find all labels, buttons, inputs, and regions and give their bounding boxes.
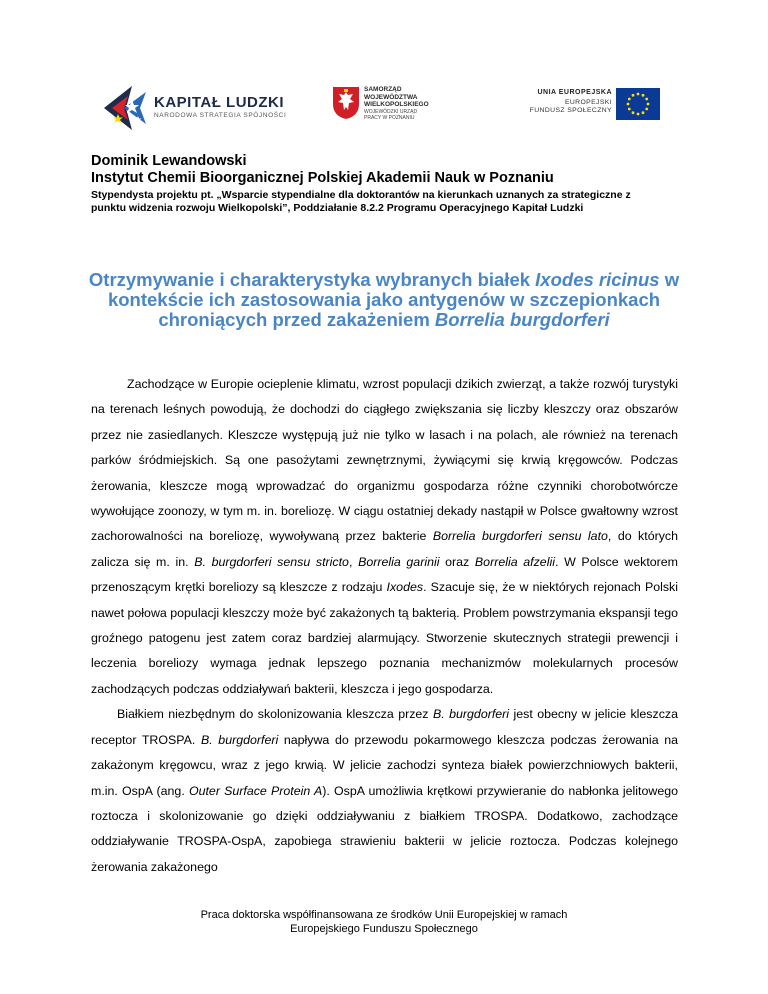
paragraph-text: . W Polsce wektorem przenoszącym krętki boreliozy są kleszcze z rodzaju [91, 554, 678, 595]
kapital-ludzki-logo [102, 78, 312, 140]
eu-fund-line1: EUROPEJSKI [564, 99, 612, 106]
paragraph-italic: Borrelia garinii [358, 554, 440, 569]
eu-title: UNIA EUROPEJSKA [537, 89, 612, 96]
paragraph-text: ). OspA umożliwia krętkowi przywieranie do nabłonka jelitowego roztocza i skolonizowanie go dzięki oddziaływaniu z białkiem TROSPA. Dodatkowo, zachodzące oddziaływanie TROSPA-OspA, zapobiega strawieniu bakterii w jelicie roztocza. Podczas kolejnego żerowania zakażonego [91, 783, 678, 874]
body-paragraph-1 [91, 372, 678, 702]
title-species-ixodes: Ixodes ricinus [535, 269, 660, 290]
page-footer [0, 908, 768, 936]
logo-band [0, 78, 768, 140]
document-title [60, 270, 708, 330]
wielkopolska-title: SAMORZĄD WOJEWÓDZTWA WIELKOPOLSKIEGO [364, 86, 429, 108]
eu-fund-name [530, 99, 612, 115]
document-body [91, 372, 678, 880]
paragraph-italic: Borrelia afzelii [474, 554, 555, 569]
kapital-ludzki-title: KAPITAŁ LUDZKI [154, 94, 285, 111]
footer-line-1: Praca doktorska współfinansowana ze środków Unii Europejskiej w ramach [200, 909, 568, 921]
paragraph-italic: Borrelia burgdorferi sensu lato [432, 529, 608, 544]
footer-line-2: Europejskiego Funduszu Społecznego [290, 923, 478, 935]
paragraph-italic: Ixodes [386, 580, 424, 595]
paragraph-text: . Szacuje się, że w niektórych rejonach Polski nawet połowa populacji kleszczy może być zakażonych tą bakterią. Problem powstrzymania ekspansji tego groźnego patogenu jest zatem coraz bardziej alarmujący. Stworzenie skutecznych strategii prewencji i leczenia boreliozy wymaga jednak lepszego poznania mechanizmów molekularnych procesów zachodzących podczas oddziaływań bakterii, kleszcza i jego gospodarza. [91, 580, 678, 696]
paragraph-italic: B. burgdorferi sensu stricto [194, 554, 349, 569]
author-name: Dominik Lewandowski [91, 153, 247, 169]
wielkopolska-logo [332, 82, 472, 134]
eu-logo [490, 86, 660, 126]
paragraph-italic: Outer Surface Protein A [188, 783, 323, 798]
kapital-ludzki-subtitle: NARODOWA STRATEGIA SPÓJNOŚCI [154, 112, 287, 119]
author-role: Stypendysta projektu pt. „Wsparcie stypendialne dla doktorantów na kierunkach uznanych za strategiczne z punktu widzenia rozwoju Wielkopolski”, Poddziałanie 8.2.2 Programu Operacyjnego Kapitał Ludzki [91, 189, 631, 214]
kapital-ludzki-emblem [102, 78, 150, 140]
eagle-shield-icon [332, 86, 360, 120]
body-paragraph-2 [91, 702, 678, 880]
author-block [91, 153, 691, 214]
author-institution: Instytut Chemii Bioorganicznej Polskiej Akademii Nauk w Poznaniu [91, 170, 554, 186]
paragraph-text: , [348, 554, 359, 569]
paragraph-text: jest obecny w jelicie kleszcza receptor TROSPA. [91, 707, 678, 747]
eu-fund-line2: FUNDUSZ SPOŁECZNY [529, 107, 612, 114]
title-species-borrelia: Borrelia burgdorferi [434, 309, 610, 330]
title-part-3: w kontekście ich zastosowania jako antygenów w szczepionkach chroniących przed zakażeniem [107, 269, 680, 330]
paragraph-text: Zachodzące w Europie ocieplenie klimatu, wzrost populacji dzikich zwierząt, a także rozwój turystyki na terenach leśnych powodują, że dochodzi do ciągłego zwiększania się liczby kleszczy oraz obszarów przez nie zasiedlanych. Kleszcze występują już nie tylko w lasach i na polach, ale również na terenach parków śródmiejskich. Są one pasożytami zewnętrznymi, żywiącymi się krwią kręgowców. Podczas żerowania, kleszcze mogą wprowadzać do organizmu gospodarza różne czynniki chorobotwórcze wywołujące zoonozy, w tym m. in. boreliozę. W ciągu ostatniej dekady nastąpił w Polsce gwałtowny wzrost zachorowalności na boreliozę, wywoływaną przez bakterie [91, 377, 678, 544]
eu-flag-icon [616, 88, 660, 120]
paragraph-text: , do których zalicza się m. in. [91, 529, 678, 569]
paragraph-italic: B. burgdorferi [432, 707, 510, 722]
paragraph-text: oraz [439, 554, 475, 569]
paragraph-text: napływa do przewodu pokarmowego kleszcza podczas żerowania na zakażonym kręgowcu, wraz z jego krwią. W jelicie zachodzi synteza białek powierzchniowych bakterii, m.in. OspA (ang. [91, 732, 678, 798]
title-part-1: Otrzymywanie i charakterystyka wybranych białek [88, 269, 536, 290]
paragraph-text: Białkiem niezbędnym do skolonizowania kleszcza przez [117, 707, 433, 722]
wielkopolska-subtitle: WOJEWÓDZKI URZĄD PRACY W POZNANIU [364, 109, 418, 121]
paragraph-italic: B. burgdorferi [200, 732, 279, 747]
